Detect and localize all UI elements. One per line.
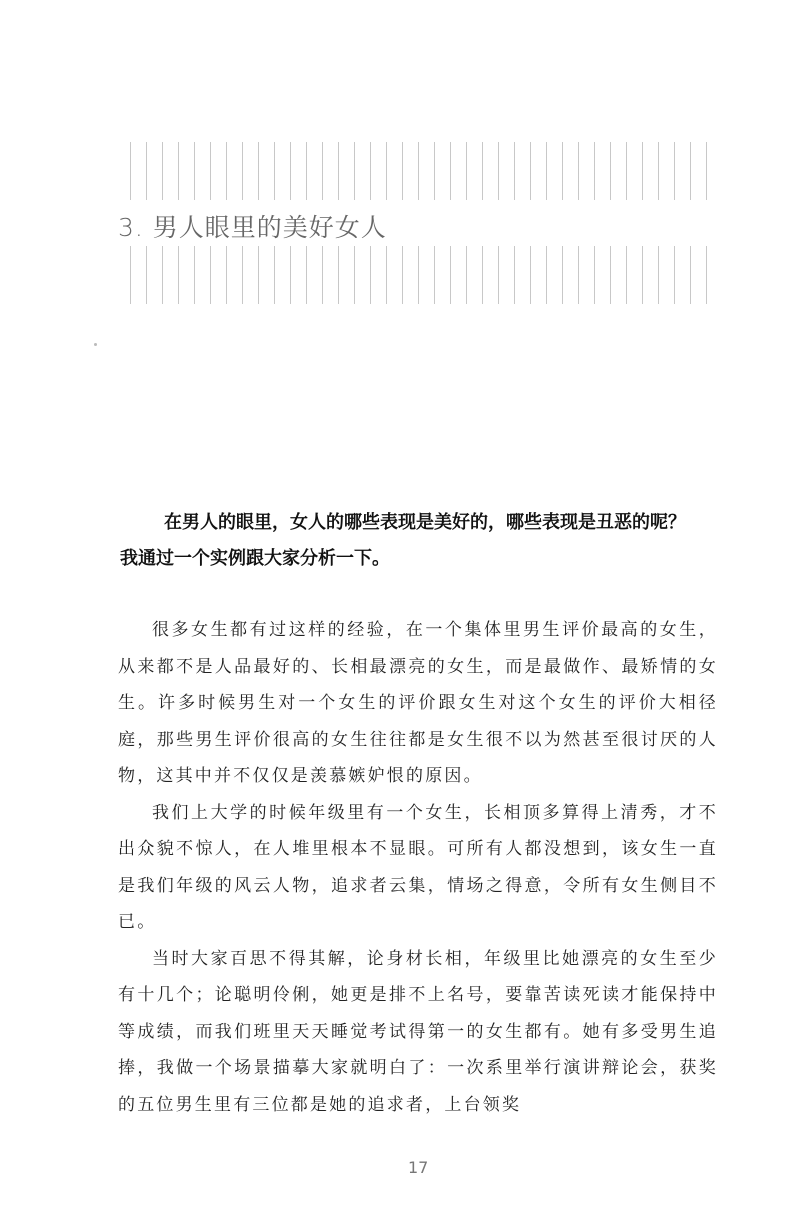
paragraph: 当时大家百思不得其解，论身材长相，年级里比她漂亮的女生至少有十几个；论聪明伶俐，她更是排不上名号，要靠苦读死读才能保持中等成绩，而我们班里天天睡觉考试得第一的女生都有。她有多受男生追捧，我做一个场景描摹大家就明白了：一次系里举行演讲辩论会，获奖的五位男生里有三位都是她的追求者，上台领奖 [118,948,718,1115]
decorative-stripes-top [118,142,718,200]
chapter-title: 3. 男人眼里的美好女人 [118,213,387,242]
page-number: 17 [408,1158,429,1177]
decorative-dot [94,343,97,346]
lead-line-1: 在男人的眼里，女人的哪些表现是美好的，哪些表现是丑恶的呢？ [164,512,686,533]
lead-question [120,505,720,577]
paragraph: 我们上大学的时候年级里有一个女生，长相顶多算得上清秀，才不出众貌不惊人，在人堆里根本不显眼。可所有人都没想到，该女生一直是我们年级的风云人物，追求者云集，情场之得意，令所有女生侧目不已。 [118,802,718,932]
decorative-stripes-bottom [118,246,718,304]
lead-line-2: 我通过一个实例跟大家分析一下。 [120,548,390,569]
body-text [118,612,718,1123]
chapter-header [118,142,718,302]
paragraph: 很多女生都有过这样的经验，在一个集体里男生评价最高的女生，从来都不是人品最好的、长相最漂亮的女生，而是最做作、最矫情的女生。许多时候男生对一个女生的评价跟女生对这个女生的评价大相径庭，那些男生评价很高的女生往往都是女生很不以为然甚至很讨厌的人物，这其中并不仅仅是羡慕嫉妒恨的原因。 [118,620,718,786]
